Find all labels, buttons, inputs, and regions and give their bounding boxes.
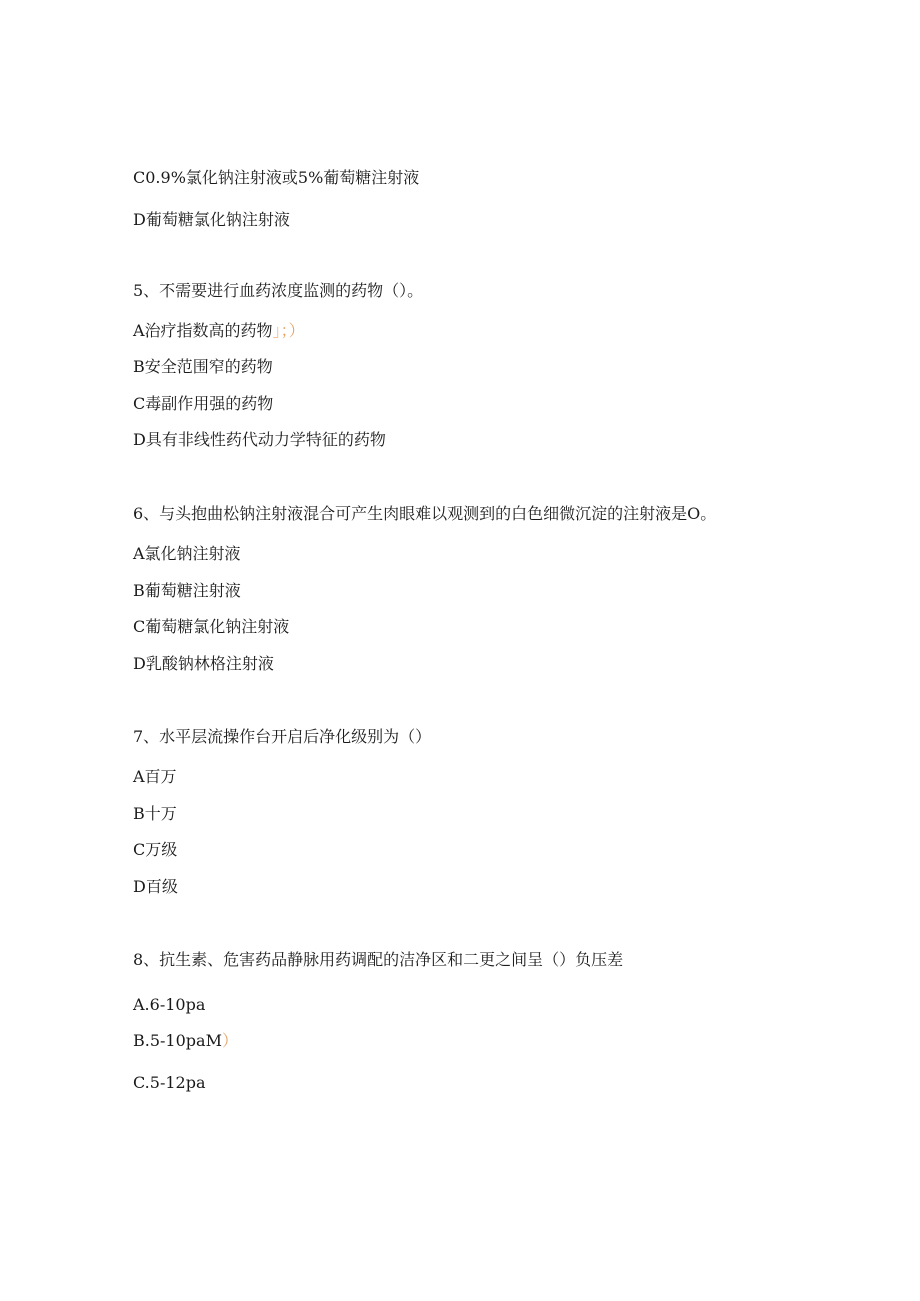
option-text: D百级	[133, 877, 178, 896]
question-text: 8、抗生素、危害药品静脉用药调配的洁净区和二更之间呈（）负压差	[133, 950, 624, 969]
question-8-option-c	[133, 1073, 205, 1093]
question-text: 5、不需要进行血药浓度监测的药物（）。	[133, 281, 424, 300]
option-text: C葡萄糖氯化钠注射液	[133, 617, 290, 636]
question-7-option-c	[133, 840, 177, 860]
question-7-stem	[133, 727, 431, 747]
question-5-option-b	[133, 357, 273, 377]
option-prev-c	[133, 168, 419, 188]
question-6-option-b	[133, 581, 241, 601]
question-5-option-d	[133, 430, 386, 450]
option-text: C.5-12pa	[133, 1073, 206, 1092]
option-text: D乳酸钠林格注射液	[133, 654, 274, 673]
question-7-option-b	[133, 804, 177, 824]
question-5-stem	[133, 281, 423, 301]
option-prev-d	[133, 210, 290, 230]
option-text: B葡萄糖注射液	[133, 581, 241, 600]
question-6-stem	[133, 504, 716, 524]
question-5-option-c	[133, 394, 273, 414]
option-text: B安全范围窄的药物	[133, 357, 273, 376]
question-5-option-a	[133, 321, 305, 341]
option-text: C万级	[133, 840, 178, 859]
option-text: B.5-10paM	[133, 1031, 222, 1050]
question-text: 6、与头抱曲松钠注射液混合可产生肉眼难以观测到的白色细微沉淀的注射液是O。	[133, 504, 717, 523]
stray-mark: ）	[221, 1031, 238, 1050]
option-text: A氯化钠注射液	[133, 544, 241, 563]
question-6-option-a	[133, 544, 241, 564]
option-text: D具有非线性药代动力学特征的药物	[133, 430, 386, 449]
question-7-option-d	[133, 877, 178, 897]
option-text: D葡萄糖氯化钠注射液	[133, 210, 290, 229]
stray-mark: 」；）	[272, 321, 305, 340]
option-text: C0.9%氯化钠注射液或5%葡萄糖注射液	[133, 168, 420, 187]
option-text: A治疗指数高的药物	[133, 321, 273, 340]
question-7-option-a	[133, 767, 177, 787]
question-text: 7、水平层流操作台开启后净化级别为（）	[133, 727, 432, 746]
option-text: A.6-10pa	[133, 995, 206, 1014]
question-8-option-a	[133, 995, 205, 1015]
question-6-option-c	[133, 617, 289, 637]
question-6-option-d	[133, 654, 274, 674]
option-text: B十万	[133, 804, 177, 823]
option-text: C毒副作用强的药物	[133, 394, 274, 413]
question-8-stem	[133, 950, 623, 970]
option-text: A百万	[133, 767, 177, 786]
question-8-option-b	[133, 1031, 238, 1051]
